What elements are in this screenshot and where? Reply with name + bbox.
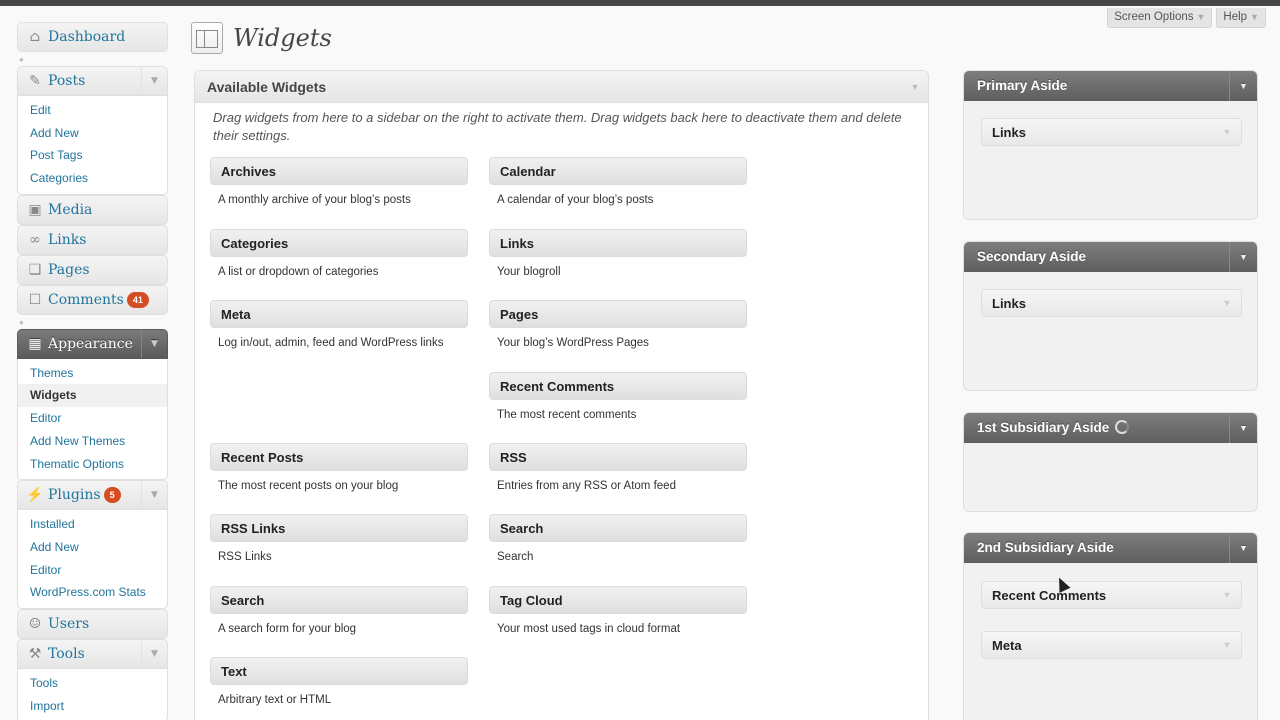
sidebar-widget-links[interactable]: [981, 118, 1242, 146]
widget-description: A calendar of your blog’s posts: [497, 194, 654, 206]
submenu-plugins: [17, 510, 168, 609]
widget-recent-comments[interactable]: [489, 372, 747, 423]
menu-media-label: Media: [48, 201, 93, 218]
chevron-down-icon[interactable]: ▼: [141, 330, 167, 358]
widget-title[interactable]: Archives: [210, 157, 468, 185]
chevron-down-icon[interactable]: ▼: [141, 640, 167, 668]
house-icon: ⌂: [29, 29, 41, 45]
widgets-icon: [191, 22, 223, 54]
sidebar-title: 1st Subsidiary Aside: [977, 420, 1110, 435]
media-icon: ▣: [28, 201, 42, 218]
admin-top-bar: [0, 0, 1280, 6]
pages-icon: ❏: [28, 261, 42, 278]
available-widgets-header[interactable]: [195, 71, 928, 103]
available-widgets-title: Available Widgets: [207, 78, 327, 95]
widget-title[interactable]: Tag Cloud: [489, 586, 747, 614]
chevron-down-icon[interactable]: ▼: [1229, 413, 1257, 443]
submenu-item-add-new[interactable]: Add New: [30, 539, 79, 554]
widget-pages[interactable]: [489, 300, 747, 351]
sidebar-title: Secondary Aside: [977, 249, 1087, 264]
widget-description: The most recent comments: [497, 409, 637, 421]
widget-text[interactable]: [210, 657, 468, 708]
separator-dot-icon: ●: [19, 55, 24, 64]
menu-users-label: Users: [48, 615, 90, 632]
plug-icon: ⚡: [26, 487, 44, 504]
sidebar-widget-title: Links: [992, 296, 1026, 311]
submenu-tools: [17, 669, 168, 720]
available-widgets-description: Drag widgets from here to a sidebar on the right to activate them. Drag widgets back here to deactivate them and delete their settings.: [213, 110, 902, 143]
widget-search-alt[interactable]: [489, 514, 747, 565]
appearance-icon: ▦: [28, 335, 42, 352]
widget-title[interactable]: Meta: [210, 300, 468, 328]
widget-title[interactable]: Search: [210, 586, 468, 614]
chevron-down-icon[interactable]: ▼: [141, 67, 167, 95]
menu-separator: [17, 315, 168, 329]
menu-tools[interactable]: [17, 639, 168, 669]
chevron-down-icon[interactable]: ▼: [1222, 298, 1232, 308]
sidebar-2nd-subsidiary-aside: [963, 532, 1258, 720]
chevron-down-icon: ▼: [1250, 12, 1259, 22]
tools-icon: ⚒: [28, 645, 42, 662]
menu-dashboard-label: Dashboard: [48, 29, 126, 45]
chevron-down-icon[interactable]: ▼: [1222, 590, 1232, 600]
sidebar-widget-title: Meta: [992, 638, 1022, 653]
screen-options-button[interactable]: [1107, 8, 1212, 28]
sidebar-widget-recent-comments[interactable]: [981, 581, 1242, 609]
submenu-appearance: [17, 359, 168, 480]
submenu-item-editor[interactable]: Editor: [30, 562, 62, 577]
widget-calendar[interactable]: [489, 157, 747, 208]
pin-icon: ✎: [29, 73, 41, 89]
menu-pages[interactable]: [17, 255, 168, 285]
submenu-item-installed[interactable]: Installed: [30, 517, 75, 532]
widget-description: Entries from any RSS or Atom feed: [497, 480, 676, 492]
sidebar-primary-aside: [963, 70, 1258, 220]
sidebar-title: Primary Aside: [977, 78, 1068, 93]
sidebar-header[interactable]: [964, 533, 1257, 563]
sidebar-header[interactable]: [964, 413, 1257, 443]
chevron-down-icon[interactable]: ▼: [1229, 242, 1257, 272]
menu-plugins[interactable]: [17, 480, 168, 510]
submenu-item-add-new[interactable]: Add New: [30, 125, 79, 140]
submenu-item-tools[interactable]: Tools: [30, 675, 59, 690]
widget-categories[interactable]: [210, 229, 468, 280]
menu-appearance-label: Appearance: [48, 335, 133, 352]
menu-links-label: Links: [48, 231, 87, 248]
chevron-down-icon[interactable]: ▼: [910, 81, 920, 92]
widget-description: Your most used tags in cloud format: [497, 623, 681, 635]
menu-media[interactable]: [17, 195, 168, 225]
widget-rss-links[interactable]: [210, 514, 468, 565]
widget-title[interactable]: Pages: [489, 300, 747, 328]
page-header: [191, 22, 332, 54]
admin-menu: [17, 22, 168, 720]
widget-description: Search: [497, 551, 534, 563]
menu-posts[interactable]: [17, 66, 168, 96]
menu-separator: [17, 52, 168, 66]
widget-description: Arbitrary text or HTML: [218, 694, 332, 706]
help-button[interactable]: [1216, 8, 1266, 28]
submenu-item-categories[interactable]: Categories: [30, 171, 89, 186]
menu-comments-label: Comments: [48, 291, 124, 308]
chevron-down-icon[interactable]: ▼: [141, 481, 167, 509]
widget-title[interactable]: Links: [489, 229, 747, 257]
menu-comments[interactable]: [17, 285, 168, 315]
menu-users[interactable]: [17, 609, 168, 639]
screen-options-label: Screen Options: [1114, 11, 1194, 23]
submenu-item-import[interactable]: Import: [30, 698, 65, 713]
submenu-item-add-new-themes[interactable]: Add New Themes: [30, 433, 126, 448]
sidebar-header[interactable]: [964, 242, 1257, 272]
widget-description: Log in/out, admin, feed and WordPress links: [218, 337, 444, 349]
widget-title[interactable]: RSS: [489, 443, 747, 471]
chevron-down-icon[interactable]: ▼: [1229, 533, 1257, 563]
chevron-down-icon[interactable]: ▼: [1222, 127, 1232, 137]
menu-dashboard[interactable]: [17, 22, 168, 52]
sidebar-1st-subsidiary-aside: [963, 412, 1258, 512]
widget-description: A monthly archive of your blog’s posts: [218, 194, 411, 206]
submenu-item-thematic-options[interactable]: Thematic Options: [30, 456, 125, 471]
submenu-item-edit[interactable]: Edit: [30, 103, 51, 117]
sidebar-widget-title: Recent Comments: [992, 588, 1107, 603]
menu-tools-label: Tools: [48, 645, 85, 662]
sidebar-widget-title: Links: [992, 125, 1026, 140]
menu-plugins-label: Plugins: [48, 487, 101, 504]
widget-title[interactable]: Recent Comments: [489, 372, 747, 400]
sidebar-title: 2nd Subsidiary Aside: [977, 540, 1114, 555]
users-icon: ☺: [28, 615, 42, 632]
widget-title[interactable]: Search: [489, 514, 747, 542]
widget-search[interactable]: [210, 586, 468, 637]
help-label: Help: [1223, 11, 1248, 23]
menu-posts-label: Posts: [48, 73, 86, 89]
menu-pages-label: Pages: [48, 261, 90, 278]
widget-links[interactable]: [489, 229, 747, 280]
submenu-item-stats[interactable]: WordPress.com Stats: [30, 585, 146, 600]
widget-description: Your blog’s WordPress Pages: [497, 337, 649, 349]
chevron-down-icon[interactable]: ▼: [1229, 71, 1257, 101]
widget-title[interactable]: Text: [210, 657, 468, 685]
sidebar-secondary-aside: [963, 241, 1258, 391]
submenu-posts: [17, 96, 168, 195]
comment-icon: ☐: [28, 291, 42, 308]
widget-title[interactable]: Recent Posts: [210, 443, 468, 471]
link-icon: ∞: [29, 231, 41, 248]
sidebar-widget-links[interactable]: [981, 289, 1242, 317]
widget-description: A search form for your blog: [218, 623, 357, 635]
loading-spinner-icon: [1115, 420, 1129, 434]
submenu-item-post-tags[interactable]: Post Tags: [30, 148, 83, 163]
sidebar-header[interactable]: [964, 71, 1257, 101]
widget-description: RSS Links: [218, 551, 272, 563]
sidebar-widget-meta[interactable]: [981, 631, 1242, 659]
menu-appearance[interactable]: [17, 329, 168, 359]
widget-rss[interactable]: [489, 443, 747, 494]
widget-archives[interactable]: [210, 157, 468, 208]
widget-description: Your blogroll: [497, 266, 561, 278]
widget-description: The most recent posts on your blog: [218, 480, 399, 492]
available-widgets-panel: [194, 70, 929, 720]
widget-recent-posts[interactable]: [210, 443, 468, 494]
widget-title[interactable]: RSS Links: [210, 514, 468, 542]
widget-title[interactable]: Categories: [210, 229, 468, 257]
menu-links[interactable]: [17, 225, 168, 255]
chevron-down-icon: ▼: [1196, 12, 1206, 22]
widget-meta[interactable]: [210, 300, 468, 351]
widget-tag-cloud[interactable]: [489, 586, 747, 637]
chevron-down-icon[interactable]: ▼: [1222, 640, 1232, 650]
screen-meta-links: [1107, 8, 1266, 28]
submenu-item-widgets[interactable]: Widgets: [18, 384, 167, 407]
widget-description: A list or dropdown of categories: [218, 266, 379, 278]
plugins-update-badge: 5: [104, 487, 121, 503]
submenu-item-editor[interactable]: Editor: [30, 411, 62, 426]
separator-dot-icon: ●: [19, 317, 24, 327]
submenu-item-themes[interactable]: Themes: [30, 365, 74, 380]
page-title: Widgets: [233, 24, 332, 52]
widget-title[interactable]: Calendar: [489, 157, 747, 185]
comments-count-badge: 41: [127, 292, 149, 308]
